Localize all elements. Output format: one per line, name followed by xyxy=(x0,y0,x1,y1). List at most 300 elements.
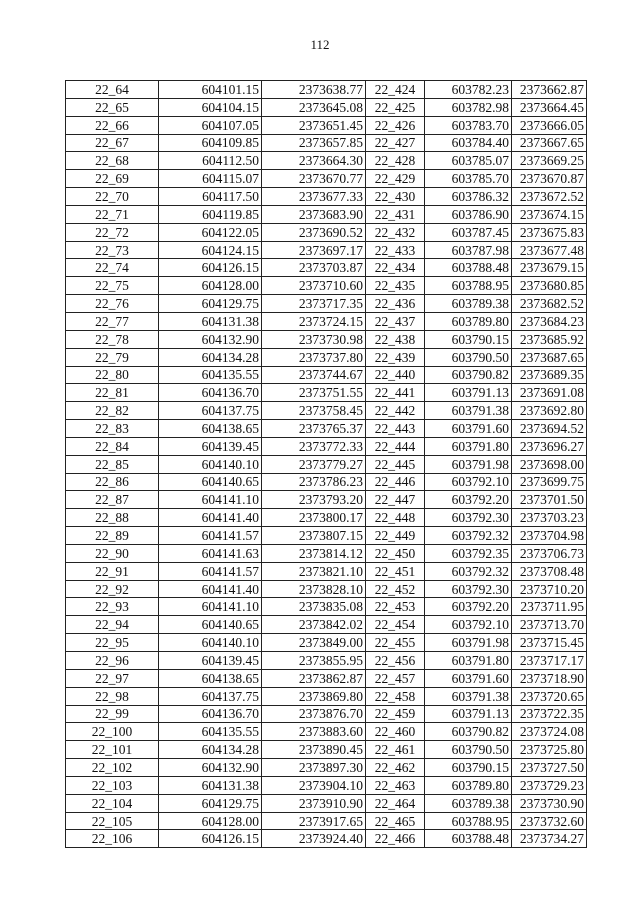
y-coordinate-cell: 2373862.87 xyxy=(262,669,366,687)
y-coordinate-cell: 2373697.17 xyxy=(262,241,366,259)
y-coordinate-cell: 2373724.08 xyxy=(512,723,587,741)
table-row xyxy=(66,134,587,152)
x-coordinate-cell: 603782.98 xyxy=(425,98,512,116)
y-coordinate-cell: 2373711.95 xyxy=(512,598,587,616)
point-id-cell: 22_71 xyxy=(66,205,159,223)
y-coordinate-cell: 2373666.05 xyxy=(512,116,587,134)
y-coordinate-cell: 2373708.48 xyxy=(512,562,587,580)
table-row xyxy=(66,348,587,366)
x-coordinate-cell: 604107.05 xyxy=(159,116,262,134)
point-id-cell: 22_90 xyxy=(66,544,159,562)
x-coordinate-cell: 604131.38 xyxy=(159,776,262,794)
table-row xyxy=(66,473,587,491)
coordinates-table xyxy=(65,80,587,848)
y-coordinate-cell: 2373793.20 xyxy=(262,491,366,509)
point-id-cell: 22_444 xyxy=(366,437,425,455)
point-id-cell: 22_65 xyxy=(66,98,159,116)
x-coordinate-cell: 604129.75 xyxy=(159,794,262,812)
point-id-cell: 22_93 xyxy=(66,598,159,616)
point-id-cell: 22_74 xyxy=(66,259,159,277)
y-coordinate-cell: 2373807.15 xyxy=(262,527,366,545)
x-coordinate-cell: 603790.50 xyxy=(425,741,512,759)
point-id-cell: 22_455 xyxy=(366,634,425,652)
y-coordinate-cell: 2373814.12 xyxy=(262,544,366,562)
point-id-cell: 22_449 xyxy=(366,527,425,545)
table-row xyxy=(66,277,587,295)
y-coordinate-cell: 2373664.30 xyxy=(262,152,366,170)
x-coordinate-cell: 603791.80 xyxy=(425,437,512,455)
y-coordinate-cell: 2373703.23 xyxy=(512,509,587,527)
point-id-cell: 22_453 xyxy=(366,598,425,616)
x-coordinate-cell: 603788.48 xyxy=(425,830,512,848)
x-coordinate-cell: 603788.48 xyxy=(425,259,512,277)
point-id-cell: 22_91 xyxy=(66,562,159,580)
x-coordinate-cell: 604139.45 xyxy=(159,437,262,455)
y-coordinate-cell: 2373667.65 xyxy=(512,134,587,152)
x-coordinate-cell: 604138.65 xyxy=(159,669,262,687)
point-id-cell: 22_458 xyxy=(366,687,425,705)
point-id-cell: 22_67 xyxy=(66,134,159,152)
x-coordinate-cell: 603792.35 xyxy=(425,544,512,562)
y-coordinate-cell: 2373924.40 xyxy=(262,830,366,848)
y-coordinate-cell: 2373713.70 xyxy=(512,616,587,634)
y-coordinate-cell: 2373674.15 xyxy=(512,205,587,223)
x-coordinate-cell: 603791.38 xyxy=(425,402,512,420)
point-id-cell: 22_430 xyxy=(366,188,425,206)
point-id-cell: 22_433 xyxy=(366,241,425,259)
point-id-cell: 22_447 xyxy=(366,491,425,509)
table-row xyxy=(66,652,587,670)
x-coordinate-cell: 603789.38 xyxy=(425,794,512,812)
point-id-cell: 22_465 xyxy=(366,812,425,830)
y-coordinate-cell: 2373675.83 xyxy=(512,223,587,241)
point-id-cell: 22_66 xyxy=(66,116,159,134)
x-coordinate-cell: 603790.82 xyxy=(425,366,512,384)
x-coordinate-cell: 604128.00 xyxy=(159,277,262,295)
x-coordinate-cell: 604137.75 xyxy=(159,687,262,705)
y-coordinate-cell: 2373904.10 xyxy=(262,776,366,794)
x-coordinate-cell: 603783.70 xyxy=(425,116,512,134)
y-coordinate-cell: 2373680.85 xyxy=(512,277,587,295)
x-coordinate-cell: 603791.13 xyxy=(425,384,512,402)
y-coordinate-cell: 2373855.95 xyxy=(262,652,366,670)
y-coordinate-cell: 2373828.10 xyxy=(262,580,366,598)
point-id-cell: 22_463 xyxy=(366,776,425,794)
table-row xyxy=(66,776,587,794)
y-coordinate-cell: 2373765.37 xyxy=(262,420,366,438)
x-coordinate-cell: 603791.38 xyxy=(425,687,512,705)
point-id-cell: 22_464 xyxy=(366,794,425,812)
y-coordinate-cell: 2373670.87 xyxy=(512,170,587,188)
x-coordinate-cell: 604109.85 xyxy=(159,134,262,152)
y-coordinate-cell: 2373690.52 xyxy=(262,223,366,241)
y-coordinate-cell: 2373890.45 xyxy=(262,741,366,759)
x-coordinate-cell: 604136.70 xyxy=(159,705,262,723)
point-id-cell: 22_103 xyxy=(66,776,159,794)
x-coordinate-cell: 604134.28 xyxy=(159,741,262,759)
x-coordinate-cell: 603791.13 xyxy=(425,705,512,723)
point-id-cell: 22_437 xyxy=(366,312,425,330)
x-coordinate-cell: 603786.32 xyxy=(425,188,512,206)
y-coordinate-cell: 2373699.75 xyxy=(512,473,587,491)
point-id-cell: 22_89 xyxy=(66,527,159,545)
y-coordinate-cell: 2373734.27 xyxy=(512,830,587,848)
y-coordinate-cell: 2373800.17 xyxy=(262,509,366,527)
y-coordinate-cell: 2373703.87 xyxy=(262,259,366,277)
y-coordinate-cell: 2373701.50 xyxy=(512,491,587,509)
point-id-cell: 22_435 xyxy=(366,277,425,295)
y-coordinate-cell: 2373786.23 xyxy=(262,473,366,491)
x-coordinate-cell: 603787.45 xyxy=(425,223,512,241)
x-coordinate-cell: 604104.15 xyxy=(159,98,262,116)
y-coordinate-cell: 2373689.35 xyxy=(512,366,587,384)
y-coordinate-cell: 2373835.08 xyxy=(262,598,366,616)
table-row xyxy=(66,402,587,420)
table-row xyxy=(66,455,587,473)
point-id-cell: 22_92 xyxy=(66,580,159,598)
x-coordinate-cell: 603787.98 xyxy=(425,241,512,259)
table-row xyxy=(66,598,587,616)
point-id-cell: 22_427 xyxy=(366,134,425,152)
x-coordinate-cell: 604132.90 xyxy=(159,759,262,777)
coordinates-table-body xyxy=(66,81,587,848)
y-coordinate-cell: 2373876.70 xyxy=(262,705,366,723)
point-id-cell: 22_466 xyxy=(366,830,425,848)
point-id-cell: 22_98 xyxy=(66,687,159,705)
point-id-cell: 22_426 xyxy=(366,116,425,134)
point-id-cell: 22_441 xyxy=(366,384,425,402)
point-id-cell: 22_95 xyxy=(66,634,159,652)
x-coordinate-cell: 604140.10 xyxy=(159,455,262,473)
y-coordinate-cell: 2373717.35 xyxy=(262,295,366,313)
x-coordinate-cell: 603791.98 xyxy=(425,634,512,652)
table-row xyxy=(66,830,587,848)
table-row xyxy=(66,259,587,277)
table-row xyxy=(66,705,587,723)
y-coordinate-cell: 2373821.10 xyxy=(262,562,366,580)
y-coordinate-cell: 2373917.65 xyxy=(262,812,366,830)
point-id-cell: 22_445 xyxy=(366,455,425,473)
point-id-cell: 22_75 xyxy=(66,277,159,295)
table-row xyxy=(66,437,587,455)
x-coordinate-cell: 604141.63 xyxy=(159,544,262,562)
y-coordinate-cell: 2373744.67 xyxy=(262,366,366,384)
table-row xyxy=(66,312,587,330)
y-coordinate-cell: 2373730.90 xyxy=(512,794,587,812)
y-coordinate-cell: 2373657.85 xyxy=(262,134,366,152)
point-id-cell: 22_431 xyxy=(366,205,425,223)
point-id-cell: 22_428 xyxy=(366,152,425,170)
x-coordinate-cell: 603791.98 xyxy=(425,455,512,473)
x-coordinate-cell: 603782.23 xyxy=(425,81,512,99)
table-row xyxy=(66,384,587,402)
x-coordinate-cell: 604112.50 xyxy=(159,152,262,170)
table-row xyxy=(66,634,587,652)
y-coordinate-cell: 2373724.15 xyxy=(262,312,366,330)
x-coordinate-cell: 603785.70 xyxy=(425,170,512,188)
table-row xyxy=(66,723,587,741)
table-row xyxy=(66,205,587,223)
y-coordinate-cell: 2373685.92 xyxy=(512,330,587,348)
x-coordinate-cell: 603790.50 xyxy=(425,348,512,366)
point-id-cell: 22_448 xyxy=(366,509,425,527)
point-id-cell: 22_80 xyxy=(66,366,159,384)
y-coordinate-cell: 2373737.80 xyxy=(262,348,366,366)
point-id-cell: 22_77 xyxy=(66,312,159,330)
table-row xyxy=(66,669,587,687)
point-id-cell: 22_97 xyxy=(66,669,159,687)
point-id-cell: 22_68 xyxy=(66,152,159,170)
x-coordinate-cell: 604124.15 xyxy=(159,241,262,259)
point-id-cell: 22_76 xyxy=(66,295,159,313)
y-coordinate-cell: 2373710.60 xyxy=(262,277,366,295)
y-coordinate-cell: 2373849.00 xyxy=(262,634,366,652)
x-coordinate-cell: 603788.95 xyxy=(425,812,512,830)
x-coordinate-cell: 604137.75 xyxy=(159,402,262,420)
y-coordinate-cell: 2373696.27 xyxy=(512,437,587,455)
x-coordinate-cell: 603792.30 xyxy=(425,580,512,598)
y-coordinate-cell: 2373720.65 xyxy=(512,687,587,705)
table-row xyxy=(66,544,587,562)
y-coordinate-cell: 2373698.00 xyxy=(512,455,587,473)
x-coordinate-cell: 603792.10 xyxy=(425,616,512,634)
table-row xyxy=(66,420,587,438)
x-coordinate-cell: 604140.10 xyxy=(159,634,262,652)
x-coordinate-cell: 603790.82 xyxy=(425,723,512,741)
point-id-cell: 22_438 xyxy=(366,330,425,348)
y-coordinate-cell: 2373727.50 xyxy=(512,759,587,777)
y-coordinate-cell: 2373910.90 xyxy=(262,794,366,812)
point-id-cell: 22_94 xyxy=(66,616,159,634)
point-id-cell: 22_70 xyxy=(66,188,159,206)
table-row xyxy=(66,527,587,545)
point-id-cell: 22_434 xyxy=(366,259,425,277)
x-coordinate-cell: 603792.32 xyxy=(425,562,512,580)
point-id-cell: 22_88 xyxy=(66,509,159,527)
table-row xyxy=(66,81,587,99)
point-id-cell: 22_462 xyxy=(366,759,425,777)
point-id-cell: 22_102 xyxy=(66,759,159,777)
point-id-cell: 22_105 xyxy=(66,812,159,830)
x-coordinate-cell: 603786.90 xyxy=(425,205,512,223)
point-id-cell: 22_425 xyxy=(366,98,425,116)
table-row xyxy=(66,295,587,313)
point-id-cell: 22_442 xyxy=(366,402,425,420)
point-id-cell: 22_84 xyxy=(66,437,159,455)
y-coordinate-cell: 2373645.08 xyxy=(262,98,366,116)
x-coordinate-cell: 604140.65 xyxy=(159,616,262,634)
point-id-cell: 22_82 xyxy=(66,402,159,420)
table-row xyxy=(66,687,587,705)
x-coordinate-cell: 603791.60 xyxy=(425,669,512,687)
x-coordinate-cell: 603790.15 xyxy=(425,759,512,777)
y-coordinate-cell: 2373677.33 xyxy=(262,188,366,206)
x-coordinate-cell: 603789.80 xyxy=(425,312,512,330)
y-coordinate-cell: 2373670.77 xyxy=(262,170,366,188)
y-coordinate-cell: 2373638.77 xyxy=(262,81,366,99)
point-id-cell: 22_432 xyxy=(366,223,425,241)
table-row xyxy=(66,223,587,241)
point-id-cell: 22_459 xyxy=(366,705,425,723)
table-row xyxy=(66,98,587,116)
y-coordinate-cell: 2373869.80 xyxy=(262,687,366,705)
y-coordinate-cell: 2373677.48 xyxy=(512,241,587,259)
x-coordinate-cell: 604101.15 xyxy=(159,81,262,99)
y-coordinate-cell: 2373687.65 xyxy=(512,348,587,366)
point-id-cell: 22_454 xyxy=(366,616,425,634)
x-coordinate-cell: 604117.50 xyxy=(159,188,262,206)
table-row xyxy=(66,580,587,598)
table-row xyxy=(66,562,587,580)
point-id-cell: 22_87 xyxy=(66,491,159,509)
y-coordinate-cell: 2373772.33 xyxy=(262,437,366,455)
point-id-cell: 22_439 xyxy=(366,348,425,366)
point-id-cell: 22_457 xyxy=(366,669,425,687)
point-id-cell: 22_79 xyxy=(66,348,159,366)
y-coordinate-cell: 2373883.60 xyxy=(262,723,366,741)
x-coordinate-cell: 603792.20 xyxy=(425,598,512,616)
y-coordinate-cell: 2373704.98 xyxy=(512,527,587,545)
y-coordinate-cell: 2373684.23 xyxy=(512,312,587,330)
table-row xyxy=(66,759,587,777)
point-id-cell: 22_73 xyxy=(66,241,159,259)
point-id-cell: 22_424 xyxy=(366,81,425,99)
y-coordinate-cell: 2373682.52 xyxy=(512,295,587,313)
point-id-cell: 22_83 xyxy=(66,420,159,438)
point-id-cell: 22_99 xyxy=(66,705,159,723)
x-coordinate-cell: 604135.55 xyxy=(159,723,262,741)
point-id-cell: 22_106 xyxy=(66,830,159,848)
x-coordinate-cell: 604136.70 xyxy=(159,384,262,402)
y-coordinate-cell: 2373779.27 xyxy=(262,455,366,473)
table-row xyxy=(66,366,587,384)
y-coordinate-cell: 2373722.35 xyxy=(512,705,587,723)
table-row xyxy=(66,812,587,830)
point-id-cell: 22_443 xyxy=(366,420,425,438)
y-coordinate-cell: 2373706.73 xyxy=(512,544,587,562)
point-id-cell: 22_461 xyxy=(366,741,425,759)
table-row xyxy=(66,241,587,259)
point-id-cell: 22_101 xyxy=(66,741,159,759)
table-row xyxy=(66,794,587,812)
y-coordinate-cell: 2373651.45 xyxy=(262,116,366,134)
y-coordinate-cell: 2373897.30 xyxy=(262,759,366,777)
y-coordinate-cell: 2373679.15 xyxy=(512,259,587,277)
x-coordinate-cell: 604141.40 xyxy=(159,580,262,598)
y-coordinate-cell: 2373715.45 xyxy=(512,634,587,652)
x-coordinate-cell: 604126.15 xyxy=(159,830,262,848)
table-row xyxy=(66,616,587,634)
point-id-cell: 22_460 xyxy=(366,723,425,741)
point-id-cell: 22_436 xyxy=(366,295,425,313)
x-coordinate-cell: 604122.05 xyxy=(159,223,262,241)
x-coordinate-cell: 604129.75 xyxy=(159,295,262,313)
point-id-cell: 22_86 xyxy=(66,473,159,491)
x-coordinate-cell: 604141.10 xyxy=(159,598,262,616)
x-coordinate-cell: 603791.60 xyxy=(425,420,512,438)
y-coordinate-cell: 2373710.20 xyxy=(512,580,587,598)
x-coordinate-cell: 603789.38 xyxy=(425,295,512,313)
point-id-cell: 22_456 xyxy=(366,652,425,670)
x-coordinate-cell: 604134.28 xyxy=(159,348,262,366)
x-coordinate-cell: 604141.57 xyxy=(159,562,262,580)
x-coordinate-cell: 603789.80 xyxy=(425,776,512,794)
x-coordinate-cell: 604139.45 xyxy=(159,652,262,670)
y-coordinate-cell: 2373692.80 xyxy=(512,402,587,420)
x-coordinate-cell: 604131.38 xyxy=(159,312,262,330)
point-id-cell: 22_446 xyxy=(366,473,425,491)
x-coordinate-cell: 604141.57 xyxy=(159,527,262,545)
x-coordinate-cell: 603788.95 xyxy=(425,277,512,295)
point-id-cell: 22_451 xyxy=(366,562,425,580)
y-coordinate-cell: 2373730.98 xyxy=(262,330,366,348)
x-coordinate-cell: 604128.00 xyxy=(159,812,262,830)
table-row xyxy=(66,170,587,188)
y-coordinate-cell: 2373725.80 xyxy=(512,741,587,759)
x-coordinate-cell: 603790.15 xyxy=(425,330,512,348)
y-coordinate-cell: 2373732.60 xyxy=(512,812,587,830)
y-coordinate-cell: 2373718.90 xyxy=(512,669,587,687)
table-row xyxy=(66,152,587,170)
y-coordinate-cell: 2373672.52 xyxy=(512,188,587,206)
x-coordinate-cell: 604135.55 xyxy=(159,366,262,384)
x-coordinate-cell: 603784.40 xyxy=(425,134,512,152)
x-coordinate-cell: 603792.20 xyxy=(425,491,512,509)
x-coordinate-cell: 604132.90 xyxy=(159,330,262,348)
x-coordinate-cell: 603792.30 xyxy=(425,509,512,527)
x-coordinate-cell: 603785.07 xyxy=(425,152,512,170)
table-row xyxy=(66,330,587,348)
point-id-cell: 22_450 xyxy=(366,544,425,562)
point-id-cell: 22_96 xyxy=(66,652,159,670)
point-id-cell: 22_85 xyxy=(66,455,159,473)
point-id-cell: 22_104 xyxy=(66,794,159,812)
x-coordinate-cell: 604141.10 xyxy=(159,491,262,509)
point-id-cell: 22_100 xyxy=(66,723,159,741)
point-id-cell: 22_452 xyxy=(366,580,425,598)
page-number: 112 xyxy=(310,37,330,52)
point-id-cell: 22_64 xyxy=(66,81,159,99)
table-row xyxy=(66,188,587,206)
y-coordinate-cell: 2373717.17 xyxy=(512,652,587,670)
x-coordinate-cell: 604115.07 xyxy=(159,170,262,188)
x-coordinate-cell: 604138.65 xyxy=(159,420,262,438)
y-coordinate-cell: 2373842.02 xyxy=(262,616,366,634)
y-coordinate-cell: 2373691.08 xyxy=(512,384,587,402)
x-coordinate-cell: 603792.10 xyxy=(425,473,512,491)
y-coordinate-cell: 2373729.23 xyxy=(512,776,587,794)
y-coordinate-cell: 2373683.90 xyxy=(262,205,366,223)
point-id-cell: 22_69 xyxy=(66,170,159,188)
x-coordinate-cell: 604119.85 xyxy=(159,205,262,223)
x-coordinate-cell: 604140.65 xyxy=(159,473,262,491)
y-coordinate-cell: 2373758.45 xyxy=(262,402,366,420)
table-row xyxy=(66,509,587,527)
point-id-cell: 22_81 xyxy=(66,384,159,402)
y-coordinate-cell: 2373751.55 xyxy=(262,384,366,402)
point-id-cell: 22_78 xyxy=(66,330,159,348)
y-coordinate-cell: 2373694.52 xyxy=(512,420,587,438)
point-id-cell: 22_429 xyxy=(366,170,425,188)
y-coordinate-cell: 2373669.25 xyxy=(512,152,587,170)
table-row xyxy=(66,491,587,509)
x-coordinate-cell: 603792.32 xyxy=(425,527,512,545)
point-id-cell: 22_440 xyxy=(366,366,425,384)
x-coordinate-cell: 604126.15 xyxy=(159,259,262,277)
x-coordinate-cell: 603791.80 xyxy=(425,652,512,670)
point-id-cell: 22_72 xyxy=(66,223,159,241)
table-row xyxy=(66,116,587,134)
